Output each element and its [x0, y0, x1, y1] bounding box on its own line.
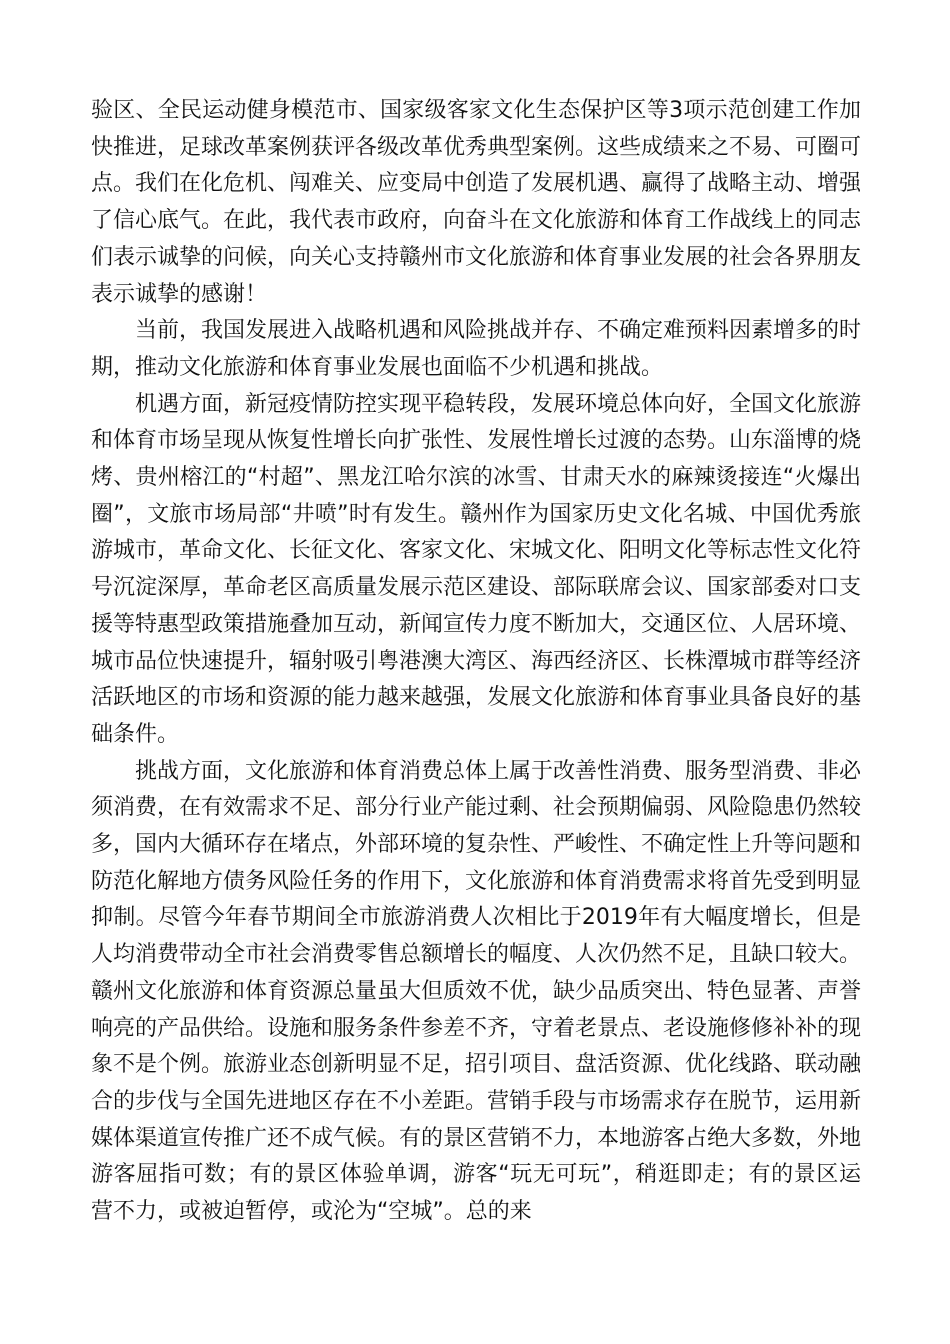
document-body — [91, 93, 861, 1231]
paragraph-4: 挑战方面，文化旅游和体育消费总体上属于改善性消费、服务型消费、非必须消费，在有效需求不足、部分行业产能过剩、社会预期偏弱、风险隐患仍然较多，国内大循环存在堵点，外部环境的复杂性、严峻性、不确定性上升等问题和防范化解地方债务风险任务的作用下，文化旅游和体育消费需求将首先受到明显抑制。尽管今年春节期间全市旅游消费人次相比于2019年有大幅度增长，但是人均消费带动全市社会消费零售总额增长的幅度、人次仍然不足，且缺口较大。赣州文化旅游和体育资源总量虽大但质效不优，缺少品质突出、特色显著、声誉响亮的产品供给。设施和服务条件参差不齐，守着老景点、老设施修修补补的现象不是个例。旅游业态创新明显不足，招引项目、盘活资源、优化线路、联动融合的步伐与全国先进地区存在不小差距。营销手段与市场需求存在脱节，运用新媒体渠道宣传推广还不成气候。有的景区营销不力，本地游客占绝大多数，外地游客屈指可数；有的景区体验单调，游客“玩无可玩”，稍逛即走；有的景区运营不力，或被迫暂停，或沦为“空城”。总的来 — [91, 758, 862, 1225]
paragraph-1: 验区、全民运动健身模范市、国家级客家文化生态保护区等3项示范创建工作加快推进，足球改革案例获评各级改革优秀典型案例。这些成绩来之不易、可圈可点。我们在化危机、闯难关、应变局中创造了发展机遇、赢得了战略主动、增强了信心底气。在此，我代表市政府，向奋斗在文化旅游和体育工作战线上的同志们表示诚挚的问候，向关心支持赣州市文化旅游和体育事业发展的社会各界朋友表示诚挚的感谢！ — [91, 98, 862, 307]
paragraph-2: 当前，我国发展进入战略机遇和风险挑战并存、不确定难预料因素增多的时期，推动文化旅游和体育事业发展也面临不少机遇和挑战。 — [91, 318, 862, 380]
paragraph-3: 机遇方面，新冠疫情防控实现平稳转段，发展环境总体向好，全国文化旅游和体育市场呈现从恢复性增长向扩张性、发展性增长过渡的态势。山东淄博的烧烤、贵州榕江的“村超”、黑龙江哈尔滨的冰雪、甘肃天水的麻辣烫接连“火爆出圈”，文旅市场局部“井喷”时有发生。赣州作为国家历史文化名城、中国优秀旅游城市，革命文化、长征文化、客家文化、宋城文化、阳明文化等标志性文化符号沉淀深厚，革命老区高质量发展示范区建设、部际联席会议、国家部委对口支援等特惠型政策措施叠加互动，新闻宣传力度不断加大，交通区位、人居环境、城市品位快速提升，辐射吸引粤港澳大湾区、海西经济区、长株潭城市群等经济活跃地区的市场和资源的能力越来越强，发展文化旅游和体育事业具备良好的基础条件。 — [91, 391, 862, 747]
